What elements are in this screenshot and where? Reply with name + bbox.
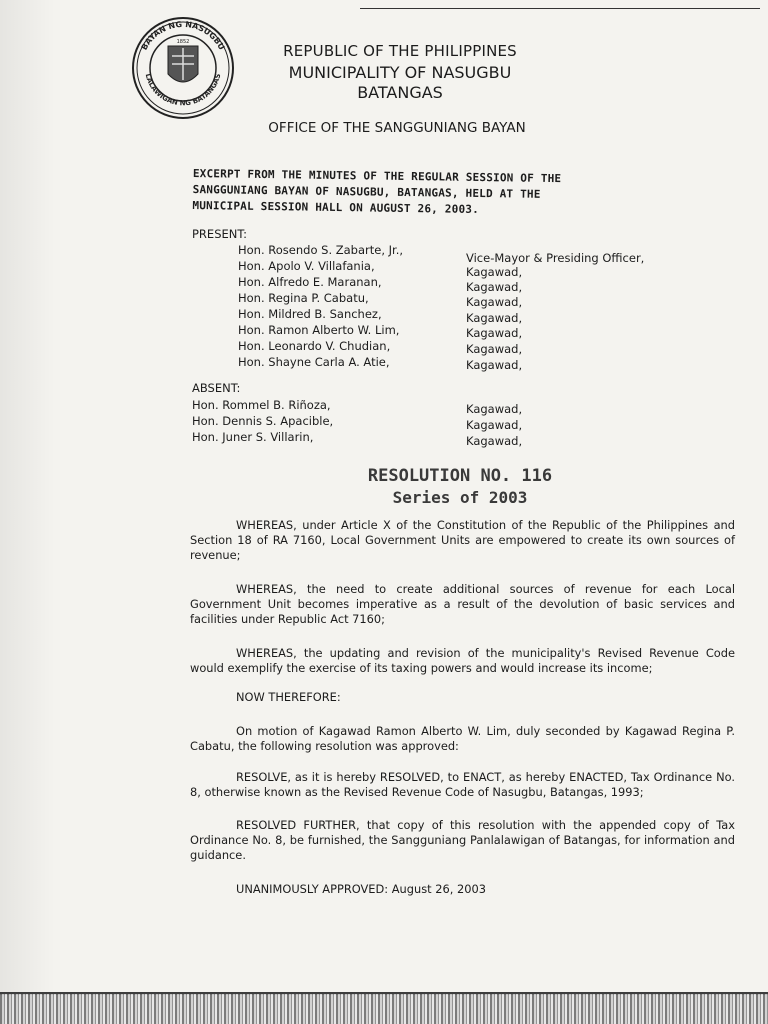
present-member-name: Hon. Ramon Alberto W. Lim, [238, 323, 400, 337]
present-member-role: Kagawad, [466, 358, 523, 372]
excerpt-line-1: EXCERPT FROM THE MINUTES OF THE REGULAR SESSION OF THE [192, 166, 562, 186]
top-rule [360, 8, 760, 9]
seal-bottom-text: LALAWIGAN NG BATANGAS [143, 72, 223, 108]
resolution-series: Series of 2003 [392, 488, 528, 507]
absent-member-name: Hon. Rommel B. Riñoza, [192, 398, 331, 412]
resolution-title: RESOLUTION NO. 116 [367, 466, 553, 486]
present-member-name: Hon. Regina P. Cabatu, [238, 291, 369, 305]
present-member-name: Hon. Shayne Carla A. Atie, [238, 355, 390, 369]
present-member-role: Kagawad, [466, 326, 523, 340]
present-member-role: Vice-Mayor & Presiding Officer, [466, 251, 645, 265]
absent-member-name: Hon. Dennis S. Apacible, [192, 414, 334, 428]
whereas-paragraph-1: WHEREAS, under Article X of the Constitution of the Republic of the Philippines and Section 18 of RA 7160, Local Government Units are empowered to create its own sources of revenue; [190, 518, 735, 562]
present-member-role: Kagawad, [466, 265, 523, 279]
present-member-role: Kagawad, [466, 342, 523, 356]
present-member-name: Hon. Leonardo V. Chudian, [238, 339, 391, 353]
scan-shadow-left [0, 0, 55, 1024]
seal-year: 1852 [176, 39, 190, 45]
present-member-name: Hon. Mildred B. Sanchez, [238, 307, 382, 321]
present-member-role: Kagawad, [466, 295, 523, 309]
absent-member-name: Hon. Juner S. Villarin, [192, 430, 314, 444]
present-member-name: Hon. Alfredo E. Maranan, [238, 275, 382, 289]
absent-member-role: Kagawad, [466, 418, 523, 432]
whereas-paragraph-3: WHEREAS, the updating and revision of the municipality's Revised Revenue Code would exemplify the exercise of its taxing powers and would increase its income; [190, 646, 735, 675]
now-therefore-line: NOW THEREFORE: [236, 690, 341, 704]
whereas-paragraph-2: WHEREAS, the need to create additional sources of revenue for each Local Government Unit becomes imperative as a result of the devolution of basic services and facilities under Republic Act 7160; [190, 582, 735, 626]
absent-label: ABSENT: [192, 381, 241, 395]
absent-member-role: Kagawad, [466, 402, 523, 416]
seal-top-text: BAYAN NG NASUGBU [139, 19, 227, 52]
absent-member-role: Kagawad, [466, 434, 523, 448]
excerpt-heading [192, 166, 623, 220]
excerpt-line-2: SANGGUNIANG BAYAN OF NASUGBU, BATANGAS, HELD AT THE [192, 182, 541, 201]
scan-noise-bottom [0, 994, 768, 1024]
province-heading: BATANGAS [357, 83, 443, 102]
present-label: PRESENT: [192, 227, 247, 241]
present-member-name: Hon. Rosendo S. Zabarte, Jr., [238, 243, 404, 257]
present-member-role: Kagawad, [466, 280, 523, 294]
municipal-seal [128, 16, 238, 120]
motion-paragraph: On motion of Kagawad Ramon Alberto W. Lim, duly seconded by Kagawad Regina P. Cabatu, the following resolution was approved: [190, 724, 735, 753]
approval-line: UNANIMOUSLY APPROVED: August 26, 2003 [236, 882, 486, 896]
office-heading: OFFICE OF THE SANGGUNIANG BAYAN [268, 120, 526, 136]
municipality-heading: MUNICIPALITY OF NASUGBU [288, 63, 512, 82]
resolved-further-paragraph: RESOLVED FURTHER, that copy of this resolution with the appended copy of Tax Ordinance No. 8, be furnished, the Sangguniang Panlalawigan of Batangas, for information and guidance. [190, 818, 735, 862]
republic-heading: REPUBLIC OF THE PHILIPPINES [283, 42, 517, 60]
excerpt-line-3: MUNICIPAL SESSION HALL ON AUGUST 26, 2003. [192, 198, 480, 216]
resolve-paragraph: RESOLVE, as it is hereby RESOLVED, to ENACT, as hereby ENACTED, Tax Ordinance No. 8, otherwise known as the Revised Revenue Code of Nasugbu, Batangas, 1993; [190, 770, 735, 799]
present-member-name: Hon. Apolo V. Villafania, [238, 259, 375, 273]
present-member-role: Kagawad, [466, 311, 523, 325]
